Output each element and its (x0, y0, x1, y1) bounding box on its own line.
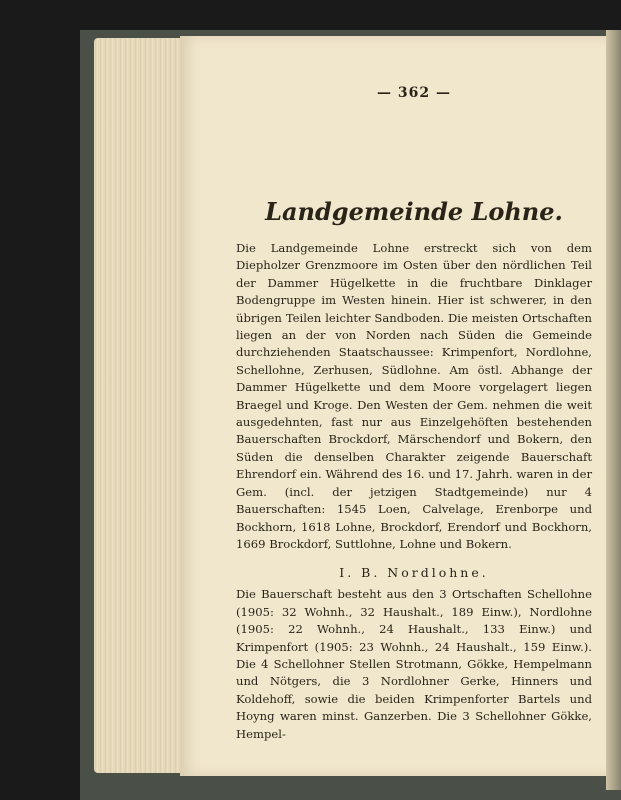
book-page-edges (94, 38, 184, 773)
section-heading: I. B. Nordlohne. (339, 565, 489, 581)
intro-paragraph: Die Landgemeinde Lohne erstreckt sich von dem Diepholzer Grenzmoore im Osten über den nördlichen Teil der Dammer Hügelkette in die fruchtbare Dinklager Bodengruppe im Westen hinein. Hier ist schwerer, in den übrigen Teilen leichter Sandboden. Die meisten Ortschaften liegen an der von Norden nach Süden die Gemeinde durchziehenden Staatschaussee: Krimpenfort, Nordlohne, Schellohne, Zerhusen, Südlohne. Am östl. Abhange der Dammer Hügelkette und dem Moore vorgelagert liegen Braegel und Kroge. Den Westen der Gem. nehmen die weit ausgedehnten, fast nur aus Einzelgehöften bestehenden Bauerschaften Brockdorf, Märschendorf und Bokern, den Süden die denselben Charakter zeigende Bauerschaft Ehrendorf ein. Während des 16. und 17. Jahrh. waren in der Gem. (incl. der jetzigen Stadtgemeinde) nur 4 Bauerschaften: 1545 Loen, Calvelage, Erenborpe und Bockhorn, 1618 Lohne, Brockdorf, Erendorf und Bockhorn, 1669 Brockdorf, Suttlohne, Lohne und Bokern. (236, 241, 592, 551)
section-paragraph: Die Bauerschaft besteht aus den 3 Ortschaften Schellohne (1905: 32 Wohnh., 32 Haushalt., 189 Einw.), Nordlohne (1905: 22 Wohnh., 24 Haushalt., 133 Einw.) und Krimpenfort (1905: 23 Wohnh., 24 Haushalt., 159 Einw.). Die 4 Schellohner Stellen Strotmann, Gökke, Hempelmann und Nötgers, die 3 Nordlohner Gerke, Hinners und Koldehoff, sowie die beiden Krimpenforter Bartels und Hoyng waren minst. Ganzerben. Die 3 Schellohner Gökke, Hempel- (236, 587, 592, 741)
page-number: — 362 — (377, 85, 451, 101)
page-title: Landgemeinde Lohne. (265, 197, 563, 226)
page-text-block (236, 85, 592, 743)
book-spine (606, 30, 621, 790)
